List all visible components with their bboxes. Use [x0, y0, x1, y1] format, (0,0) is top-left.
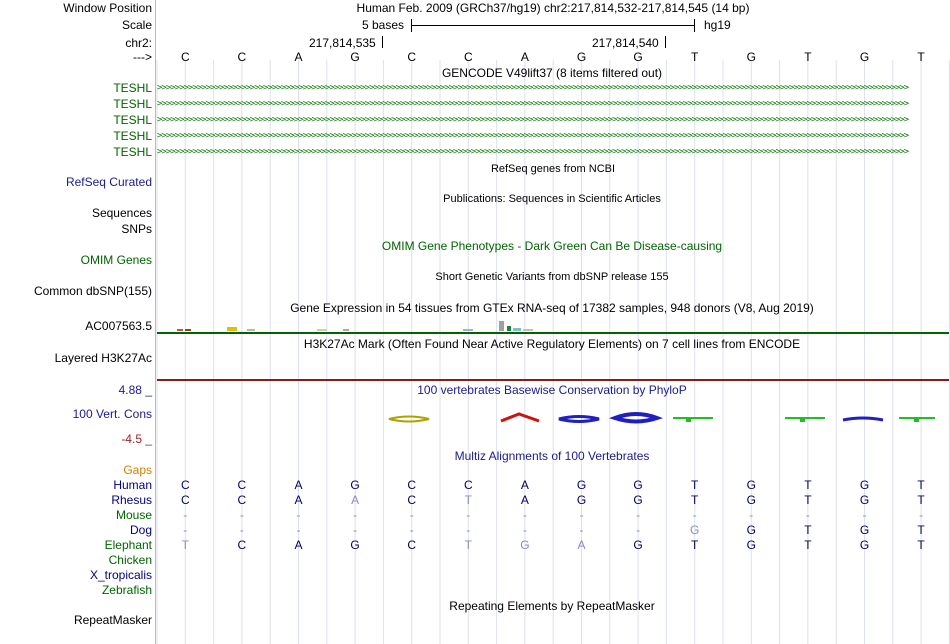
reference-base: G — [576, 50, 587, 64]
aligned-base: A — [294, 538, 303, 552]
aligned-base: - — [409, 523, 414, 537]
aligned-base: T — [917, 478, 925, 492]
gencode-track-title[interactable]: GENCODE V49lift37 (8 items filtered out) — [441, 66, 663, 80]
gtex-bar — [499, 321, 504, 331]
gtex-bar — [227, 327, 237, 331]
aligned-base: C — [237, 478, 247, 492]
gtex-gene-line — [157, 332, 949, 334]
aligned-base: - — [353, 523, 358, 537]
dbsnp-track-label[interactable]: Common dbSNP(155) — [33, 284, 152, 298]
phylop-logo-graph[interactable] — [157, 398, 949, 438]
snps-track-label[interactable]: SNPs — [121, 222, 152, 236]
assembly-label: hg19 — [704, 18, 731, 32]
reference-base: T — [804, 50, 812, 64]
aligned-base: T — [464, 493, 472, 507]
aligned-base: - — [579, 508, 584, 522]
scale-text: 5 bases — [362, 18, 405, 32]
aligned-base: A — [351, 493, 360, 507]
gtex-bar — [523, 329, 533, 331]
gtex-track-title[interactable]: Gene Expression in 54 tissues from GTEx RNA-seq of 17382 samples, 948 donors (V8, Aug 2019) — [290, 301, 814, 315]
aligned-base: - — [522, 508, 527, 522]
refseq-track-title[interactable]: RefSeq genes from NCBI — [490, 163, 616, 175]
gencode-item-label[interactable]: TESHL — [113, 145, 152, 159]
aligned-base: G — [746, 523, 756, 537]
phylop-track-label[interactable]: 100 Vert. Cons — [72, 407, 152, 421]
reference-base: A — [520, 50, 529, 64]
omim-track-title[interactable]: OMIM Gene Phenotypes - Dark Green Can Be Disease-causing — [381, 239, 723, 253]
omim-track-label[interactable]: OMIM Genes — [80, 253, 152, 267]
aligned-base: - — [296, 523, 301, 537]
species-label[interactable]: Zebrafish — [101, 583, 152, 597]
reference-base: T — [917, 50, 925, 64]
aligned-base: G — [633, 538, 643, 552]
aligned-base: G — [690, 523, 700, 537]
aligned-base: - — [183, 523, 188, 537]
species-label[interactable]: Rhesus — [111, 493, 152, 507]
aligned-base: G — [746, 493, 756, 507]
position-tick-2-mark — [665, 36, 666, 48]
aligned-base: T — [691, 493, 699, 507]
aligned-base: G — [633, 478, 643, 492]
species-label[interactable]: Elephant — [104, 538, 152, 552]
aligned-base: A — [294, 493, 303, 507]
h3k27ac-signal-line — [157, 379, 949, 381]
strand-label: ---> — [133, 50, 152, 64]
phylop-min-label: -4.5 _ — [121, 432, 152, 446]
aligned-base: T — [181, 538, 189, 552]
reference-base: G — [633, 50, 643, 64]
aligned-base: C — [407, 538, 417, 552]
gencode-item-label[interactable]: TESHL — [113, 129, 152, 143]
aligned-base: G — [859, 493, 870, 507]
gtex-bar — [177, 329, 183, 331]
aligned-base: C — [180, 493, 190, 507]
gencode-gene-strand[interactable]: >>>>>>>>>>>>>>>>>>>>>>>>>>>>>>>>>>>>>>>>>>>>>>>>>>>>>>>>>>>>>>>>>>>>>>>>>>>>>>>>>>>>>>>>>>>>>>>>>>>>>>>>>>>>>>>>>>>>>>>>>>>>>>>>>>>>>>>>>>>>>>>>>>>>>>>>>>>>>>>>>>>>>>>>>> — [157, 115, 909, 125]
aligned-base: T — [804, 523, 812, 537]
multiz-track-title[interactable]: Multiz Alignments of 100 Vertebrates — [454, 449, 650, 463]
species-label[interactable]: X_tropicalis — [89, 568, 152, 582]
species-label[interactable]: Mouse — [115, 508, 152, 522]
aligned-base: G — [746, 478, 756, 492]
aligned-base: G — [633, 493, 643, 507]
label-column-separator — [155, 0, 156, 644]
aligned-base: - — [409, 508, 414, 522]
gencode-gene-strand[interactable]: >>>>>>>>>>>>>>>>>>>>>>>>>>>>>>>>>>>>>>>>>>>>>>>>>>>>>>>>>>>>>>>>>>>>>>>>>>>>>>>>>>>>>>>>>>>>>>>>>>>>>>>>>>>>>>>>>>>>>>>>>>>>>>>>>>>>>>>>>>>>>>>>>>>>>>>>>>>>>>>>>>>>>>>>>> — [157, 83, 909, 93]
aligned-base: - — [522, 523, 527, 537]
aligned-base: - — [805, 508, 810, 522]
reference-base: G — [859, 50, 870, 64]
position-tick-2: 217,814,540 — [592, 36, 659, 50]
gtex-bar — [513, 328, 521, 331]
scale-label: Scale — [121, 18, 152, 32]
aligned-base: G — [859, 538, 870, 552]
aligned-base: - — [636, 508, 641, 522]
species-label[interactable]: Dog — [129, 523, 152, 537]
aligned-base: A — [577, 538, 586, 552]
aligned-base: G — [859, 478, 870, 492]
phylop-logo-letters — [389, 414, 935, 422]
phylop-track-title[interactable]: 100 vertebrates Basewise Conservation by PhyloP — [417, 383, 687, 397]
gencode-item-label[interactable]: TESHL — [113, 97, 152, 111]
aligned-base: - — [862, 508, 867, 522]
gtex-bar — [247, 329, 255, 331]
aligned-base: T — [917, 493, 925, 507]
reference-base: C — [407, 50, 417, 64]
aligned-base: T — [804, 478, 812, 492]
dbsnp-track-title[interactable]: Short Genetic Variants from dbSNP release 155 — [435, 271, 669, 283]
aligned-base: - — [296, 508, 301, 522]
reference-base: C — [180, 50, 190, 64]
repeatmasker-track-label[interactable]: RepeatMasker — [73, 613, 152, 627]
sequences-track-label[interactable]: Sequences — [91, 206, 152, 220]
aligned-base: - — [466, 508, 471, 522]
gtex-bar — [463, 329, 473, 331]
refseq-track-label[interactable]: RefSeq Curated — [65, 175, 152, 189]
aligned-base: C — [407, 493, 417, 507]
gtex-bar — [343, 329, 349, 331]
aligned-base: G — [576, 478, 587, 492]
aligned-base: C — [180, 478, 190, 492]
aligned-base: G — [859, 523, 870, 537]
aligned-base: - — [919, 508, 924, 522]
gtex-bar — [507, 326, 511, 331]
reference-base: C — [463, 50, 473, 64]
aligned-base: T — [804, 493, 812, 507]
window-position-label: Window Position — [63, 1, 152, 15]
aligned-base: A — [520, 493, 529, 507]
aligned-base: A — [294, 478, 303, 492]
aligned-base: - — [183, 508, 188, 522]
phylop-max-label: 4.88 _ — [118, 383, 152, 397]
scale-bar-end — [694, 19, 695, 32]
aligned-base: T — [917, 523, 925, 537]
aligned-base: - — [239, 523, 244, 537]
aligned-base: G — [350, 538, 360, 552]
aligned-base: - — [692, 508, 697, 522]
gencode-gene-strand[interactable]: >>>>>>>>>>>>>>>>>>>>>>>>>>>>>>>>>>>>>>>>>>>>>>>>>>>>>>>>>>>>>>>>>>>>>>>>>>>>>>>>>>>>>>>>>>>>>>>>>>>>>>>>>>>>>>>>>>>>>>>>>>>>>>>>>>>>>>>>>>>>>>>>>>>>>>>>>>>>>>>>>>>>>>>>>> — [157, 99, 909, 109]
h3k27ac-track-label[interactable]: Layered H3K27Ac — [54, 351, 152, 365]
aligned-base: C — [407, 478, 417, 492]
position-tick-1: 217,814,535 — [309, 36, 376, 50]
species-label[interactable]: Chicken — [108, 553, 152, 567]
aligned-base: T — [691, 478, 699, 492]
reference-base: G — [350, 50, 360, 64]
reference-base: A — [294, 50, 303, 64]
aligned-base: G — [746, 538, 756, 552]
species-label[interactable]: Human — [113, 478, 152, 492]
aligned-base: - — [466, 523, 471, 537]
aligned-base: - — [749, 508, 754, 522]
aligned-base: T — [804, 538, 812, 552]
window-position-text: Human Feb. 2009 (GRCh37/hg19) chr2:217,814,532-217,814,545 (14 bp) — [356, 1, 750, 15]
gtex-bar — [185, 329, 191, 331]
h3k27ac-track-title[interactable]: H3K27Ac Mark (Often Found Near Active Regulatory Elements) on 7 cell lines from ENCODE — [303, 337, 801, 351]
position-tick-1-mark — [382, 36, 383, 48]
chrom-label: chr2: — [125, 36, 152, 50]
aligned-base: - — [636, 523, 641, 537]
aligned-base: - — [353, 508, 358, 522]
gaps-label: Gaps — [123, 463, 152, 477]
aligned-base: - — [239, 508, 244, 522]
reference-base: G — [746, 50, 756, 64]
gtex-bar — [317, 329, 327, 331]
aligned-base: C — [463, 478, 473, 492]
reference-base: T — [691, 50, 699, 64]
repeatmasker-track-title[interactable]: Repeating Elements by RepeatMasker — [449, 599, 655, 613]
aligned-base: C — [237, 538, 247, 552]
gtex-track-label[interactable]: AC007563.5 — [85, 319, 152, 333]
aligned-base: T — [464, 538, 472, 552]
aligned-base: A — [520, 478, 529, 492]
aligned-base: G — [520, 538, 530, 552]
aligned-base: C — [237, 493, 247, 507]
scale-bar — [411, 25, 695, 26]
gencode-gene-strand[interactable]: >>>>>>>>>>>>>>>>>>>>>>>>>>>>>>>>>>>>>>>>>>>>>>>>>>>>>>>>>>>>>>>>>>>>>>>>>>>>>>>>>>>>>>>>>>>>>>>>>>>>>>>>>>>>>>>>>>>>>>>>>>>>>>>>>>>>>>>>>>>>>>>>>>>>>>>>>>>>>>>>>>>>>>>>>> — [157, 131, 909, 141]
reference-base: C — [237, 50, 247, 64]
aligned-base: - — [579, 523, 584, 537]
gencode-item-label[interactable]: TESHL — [113, 113, 152, 127]
aligned-base: G — [576, 493, 587, 507]
aligned-base: G — [350, 478, 360, 492]
publications-track-title[interactable]: Publications: Sequences in Scientific Articles — [443, 193, 661, 205]
aligned-base: T — [917, 538, 925, 552]
aligned-base: T — [691, 538, 699, 552]
gencode-gene-strand[interactable]: >>>>>>>>>>>>>>>>>>>>>>>>>>>>>>>>>>>>>>>>>>>>>>>>>>>>>>>>>>>>>>>>>>>>>>>>>>>>>>>>>>>>>>>>>>>>>>>>>>>>>>>>>>>>>>>>>>>>>>>>>>>>>>>>>>>>>>>>>>>>>>>>>>>>>>>>>>>>>>>>>>>>>>>>>> — [157, 147, 909, 157]
gencode-item-label[interactable]: TESHL — [113, 81, 152, 95]
